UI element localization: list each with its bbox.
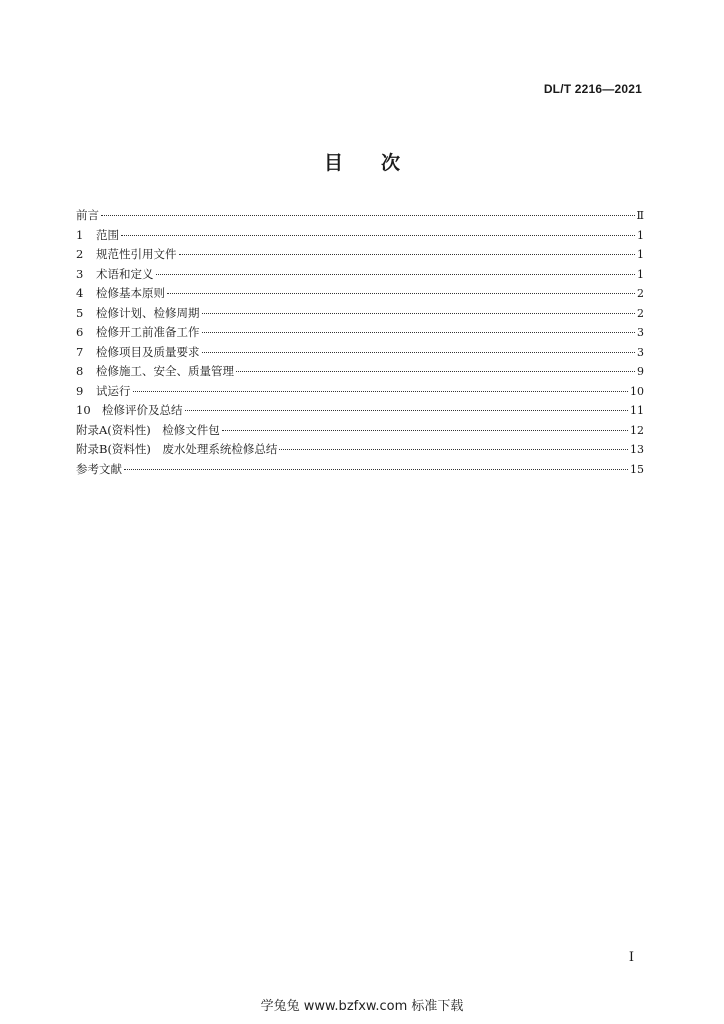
toc-entry-text: 检修基本原则 [96,286,165,300]
toc-entry-label [76,383,131,399]
toc-entry-number: 7 [76,344,84,359]
toc-entry-number: 5 [76,305,84,320]
watermark-text: 学兔兔 www.bzfxw.com 标准下载 [260,999,464,1014]
toc-entry-page: 3 [637,326,644,339]
toc-entry-number: 3 [76,266,84,281]
toc-entry-page: 2 [637,306,644,320]
toc-entry[interactable] [76,207,644,227]
toc-title: 目 次 [323,152,400,174]
toc-entry-text: 术语和定义 [96,266,154,281]
toc-entry-text: 参考文献 [76,461,122,476]
toc-entry-label [76,305,200,321]
toc-entry[interactable] [76,422,644,442]
toc-entry[interactable] [76,402,644,422]
toc-entry-text: 检修项目及质量要求 [96,344,200,359]
toc-entry[interactable] [76,305,644,325]
toc-entry-label [76,461,122,477]
toc-entry-page: 9 [637,365,644,378]
toc-leader-dots [236,371,635,372]
toc-leader-dots [202,352,636,353]
toc-entry-text: 试运行 [96,383,131,398]
toc-entry-page: Ⅱ [636,209,644,222]
toc-entry-text: 前言 [76,208,99,222]
toc-entry[interactable] [76,246,644,266]
toc-leader-dots [222,430,628,431]
page-number: I [628,950,634,965]
toc-entry-label [76,246,177,262]
toc-entry-number: 10 [76,403,91,417]
toc-entry-text: 检修计划、检修周期 [96,305,200,320]
toc-leader-dots [167,293,635,294]
toc-leader-dots [121,235,635,236]
toc-entry[interactable] [76,441,644,461]
toc-entry[interactable] [76,285,644,305]
toc-entry[interactable] [76,363,644,383]
toc-entry-page: 1 [637,228,644,242]
toc-entry-page: 1 [637,267,644,281]
toc-leader-dots [202,313,636,314]
toc-entry-page: 11 [630,404,644,417]
toc-entry-text: 附录B(资料性) 废水处理系统检修总结 [76,442,278,456]
table-of-contents [76,207,644,480]
toc-leader-dots [202,332,636,333]
toc-entry-page: 3 [637,345,644,359]
toc-leader-dots [179,254,636,255]
toc-leader-dots [279,449,628,450]
toc-entry-label [76,324,200,340]
toc-entry-page: 2 [637,287,644,300]
toc-leader-dots [185,410,629,411]
toc-entry-number: 6 [76,325,84,339]
toc-entry-page: 13 [630,443,644,456]
toc-entry-number: 2 [76,247,84,261]
toc-entry[interactable] [76,344,644,364]
toc-leader-dots [133,391,629,392]
toc-entry[interactable] [76,461,644,481]
toc-entry-number: 9 [76,383,84,398]
toc-entry-page: 1 [637,248,644,261]
toc-entry-text: 规范性引用文件 [96,247,177,261]
toc-entry-label [76,266,154,282]
toc-entry[interactable] [76,227,644,247]
toc-entry-text: 检修施工、安全、质量管理 [96,364,234,378]
toc-leader-dots [156,274,636,275]
toc-entry-text: 检修开工前准备工作 [96,325,200,339]
toc-entry[interactable] [76,266,644,286]
toc-entry-number: 4 [76,286,84,300]
toc-entry-page: 15 [630,462,644,476]
toc-leader-dots [124,469,628,470]
toc-entry-text: 附录A(资料性) 检修文件包 [76,422,220,437]
toc-entry-label [76,227,119,243]
toc-entry-label [76,422,220,438]
toc-entry-label [76,363,234,379]
standard-code: DL/T 2216—2021 [543,82,642,96]
toc-entry-number: 1 [76,227,84,242]
toc-entry[interactable] [76,383,644,403]
toc-entry-label [76,344,200,360]
toc-entry-label [76,207,99,223]
toc-entry-text: 检修评价及总结 [102,403,183,417]
toc-entry-label [76,441,277,457]
toc-entry-page: 10 [630,384,644,398]
toc-entry-text: 范围 [96,227,119,242]
toc-leader-dots [101,215,635,216]
toc-entry-label [76,402,183,418]
toc-entry[interactable] [76,324,644,344]
toc-entry-page: 12 [630,423,644,437]
toc-entry-number: 8 [76,364,84,378]
toc-entry-label [76,285,165,301]
